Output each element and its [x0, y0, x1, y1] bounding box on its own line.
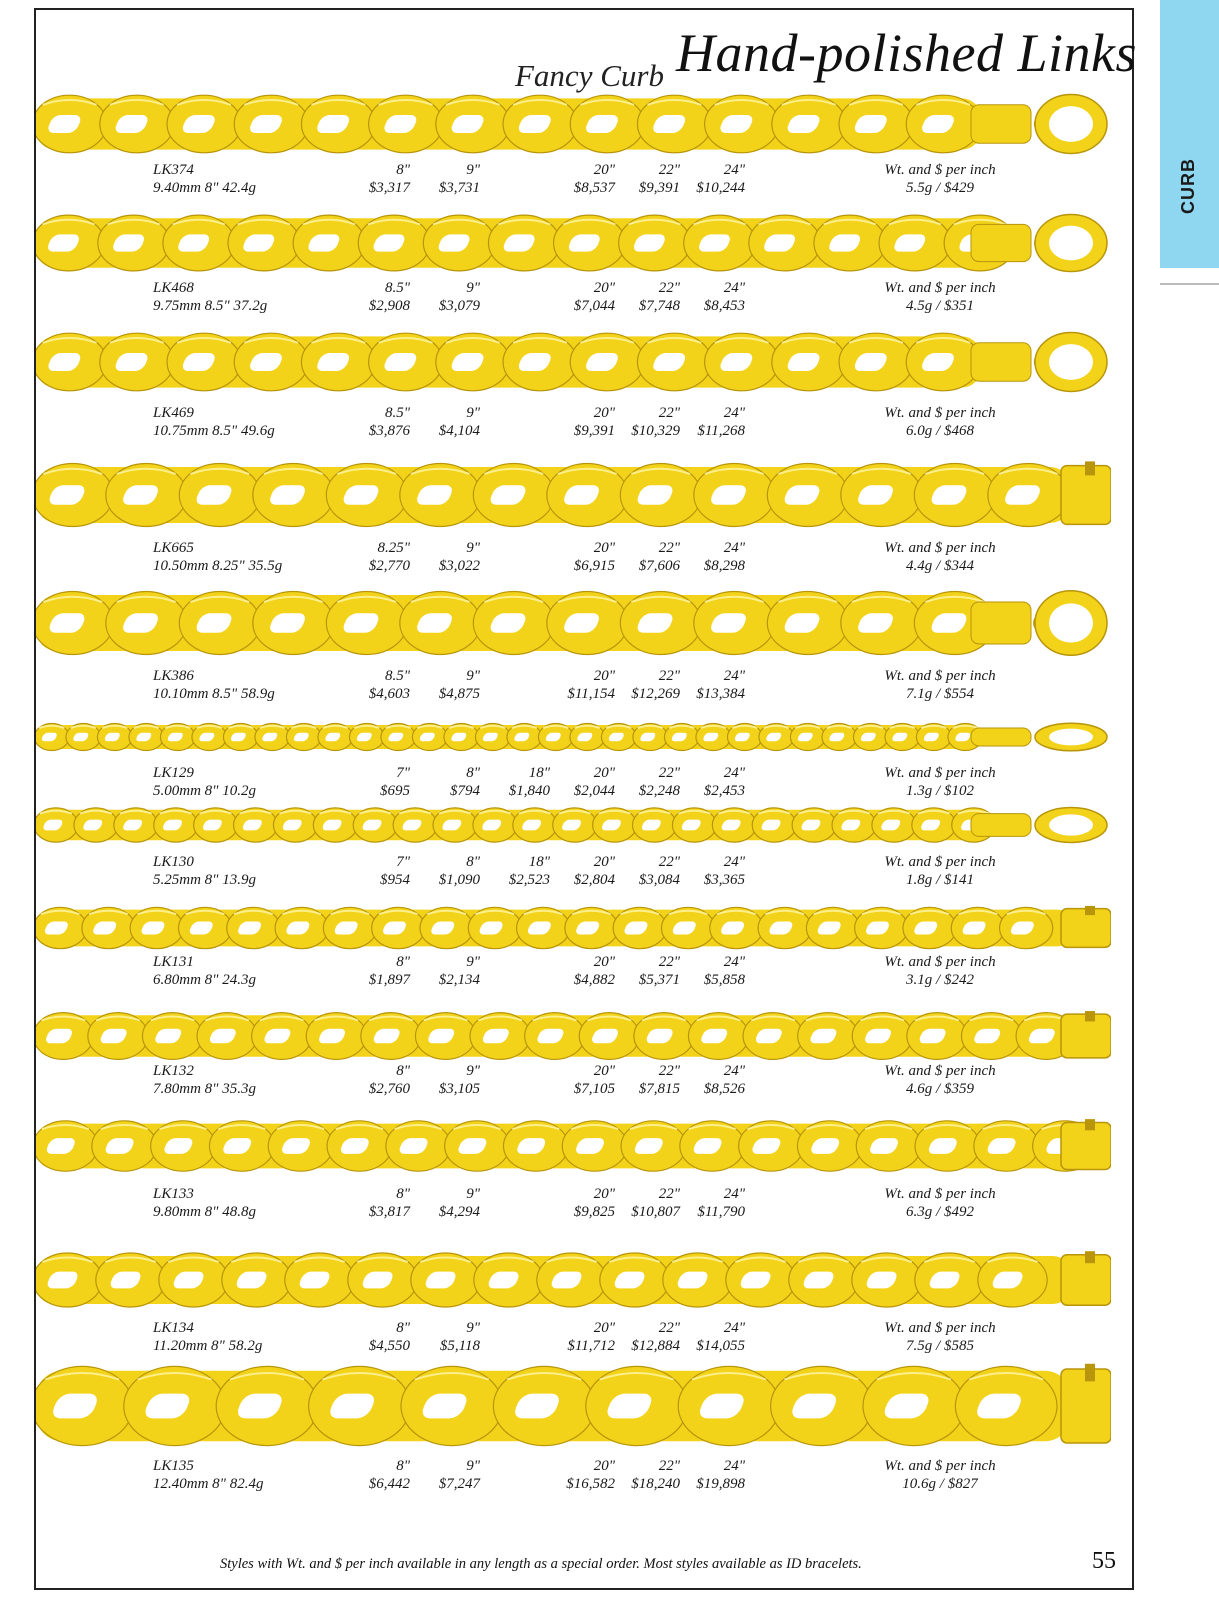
product-spec: 10.50mm 8.25" 35.5g: [153, 558, 283, 574]
weight-price-value: 6.0g / $468: [906, 423, 974, 439]
length-label: 8": [396, 1063, 410, 1079]
length-price: $11,268: [697, 423, 745, 439]
length-label: 24": [723, 1320, 745, 1336]
chain-image-lk132: [36, 1010, 1111, 1062]
product-sku: LK131: [153, 954, 194, 970]
length-label: 22": [658, 954, 680, 970]
length-price: $11,154: [567, 686, 615, 702]
chain-image-lk131: [36, 905, 1111, 951]
length-label: 20": [593, 765, 615, 781]
length-label: 22": [658, 765, 680, 781]
length-price: $8,453: [703, 298, 745, 314]
length-price: $18,240: [631, 1476, 680, 1492]
product-sku: LK665: [153, 540, 194, 556]
weight-price-value: 5.5g / $429: [906, 180, 974, 196]
weight-price-value: 7.1g / $554: [906, 686, 974, 702]
weight-price-value: 1.8g / $141: [906, 872, 974, 888]
weight-price-value: 4.6g / $359: [906, 1081, 974, 1097]
product-sku: LK134: [153, 1320, 194, 1336]
length-price: $2,908: [368, 298, 410, 314]
length-label: 22": [658, 1458, 680, 1474]
length-label: 24": [723, 162, 745, 178]
length-price: $8,298: [703, 558, 745, 574]
length-label: 8.25": [377, 540, 410, 556]
length-price: $1,897: [368, 972, 410, 988]
length-price: $8,537: [573, 180, 615, 196]
product-sku: LK386: [153, 668, 194, 684]
length-label: 20": [593, 280, 615, 296]
length-label: 22": [658, 1186, 680, 1202]
length-label: 24": [723, 280, 745, 296]
weight-price-label: Wt. and $ per inch: [884, 280, 996, 296]
length-label: 24": [723, 1186, 745, 1202]
length-label: 22": [658, 540, 680, 556]
length-label: 20": [593, 854, 615, 870]
length-label: 22": [658, 854, 680, 870]
length-label: 24": [723, 1458, 745, 1474]
product-sku: LK130: [153, 854, 194, 870]
product-spec: 12.40mm 8" 82.4g: [153, 1476, 264, 1492]
length-price: $1,840: [508, 783, 550, 799]
weight-price-label: Wt. and $ per inch: [884, 1186, 996, 1202]
length-price: $2,248: [638, 783, 680, 799]
product-spec: 6.80mm 8" 24.3g: [153, 972, 256, 988]
product-spec: 11.20mm 8" 58.2g: [153, 1338, 263, 1354]
length-label: 8.5": [384, 280, 410, 296]
chain-image-lk134: [36, 1250, 1111, 1310]
length-price: $3,876: [368, 423, 410, 439]
length-price: $5,118: [439, 1338, 480, 1354]
length-label: 24": [723, 668, 745, 684]
product-spec: 9.80mm 8" 48.8g: [153, 1204, 256, 1220]
length-price: $6,442: [368, 1476, 410, 1492]
side-tab-label: CURB: [1178, 158, 1198, 214]
weight-price-label: Wt. and $ per inch: [884, 668, 996, 684]
page-number: 55: [1092, 1548, 1116, 1574]
length-label: 9": [466, 405, 480, 421]
product-sku: LK129: [153, 765, 194, 781]
weight-price-value: 4.5g / $351: [906, 298, 974, 314]
length-price: $16,582: [566, 1476, 615, 1492]
length-label: 22": [658, 280, 680, 296]
weight-price-label: Wt. and $ per inch: [884, 540, 996, 556]
length-label: 8": [396, 1458, 410, 1474]
length-label: 24": [723, 854, 745, 870]
side-tab[interactable]: [1160, 0, 1219, 268]
chain-image-lk468: [36, 212, 1111, 274]
weight-price-value: 10.6g / $827: [902, 1476, 978, 1492]
weight-price-label: Wt. and $ per inch: [884, 854, 996, 870]
footer-note: Styles with Wt. and $ per inch available in any length as a special order. Most styles available as ID bracelets.: [220, 1556, 862, 1572]
length-label: 8.5": [384, 405, 410, 421]
length-price: $4,294: [438, 1204, 480, 1220]
weight-price-value: 7.5g / $585: [906, 1338, 974, 1354]
weight-price-label: Wt. and $ per inch: [884, 1458, 996, 1474]
length-price: $10,329: [631, 423, 680, 439]
length-label: 20": [593, 1063, 615, 1079]
length-price: $3,084: [638, 872, 680, 888]
weight-price-label: Wt. and $ per inch: [884, 162, 996, 178]
length-price: $3,022: [438, 558, 480, 574]
length-price: $4,603: [368, 686, 410, 702]
length-price: $2,134: [438, 972, 480, 988]
weight-price-label: Wt. and $ per inch: [884, 1320, 996, 1336]
length-price: $3,817: [368, 1204, 410, 1220]
product-sku: LK469: [153, 405, 194, 421]
length-label: 20": [593, 540, 615, 556]
length-label: 24": [723, 540, 745, 556]
length-price: $695: [380, 783, 410, 799]
length-label: 24": [723, 954, 745, 970]
length-label: 8": [396, 1320, 410, 1336]
length-price: $12,269: [631, 686, 680, 702]
product-spec: 10.75mm 8.5" 49.6g: [153, 423, 275, 439]
length-label: 9": [466, 162, 480, 178]
weight-price-label: Wt. and $ per inch: [884, 765, 996, 781]
product-spec: 9.40mm 8" 42.4g: [153, 180, 256, 196]
length-label: 8": [466, 765, 480, 781]
length-price: $3,731: [438, 180, 480, 196]
length-label: 22": [658, 405, 680, 421]
length-price: $4,882: [573, 972, 615, 988]
length-price: $6,915: [573, 558, 615, 574]
chain-image-lk469: [36, 330, 1111, 394]
length-price: $2,760: [368, 1081, 410, 1097]
chain-image-lk135: [36, 1362, 1111, 1450]
length-price: $7,105: [573, 1081, 615, 1097]
weight-price-value: 4.4g / $344: [906, 558, 974, 574]
length-label: 20": [593, 1320, 615, 1336]
length-price: $5,371: [638, 972, 680, 988]
side-tab-divider: [1160, 283, 1219, 285]
weight-price-label: Wt. and $ per inch: [884, 954, 996, 970]
length-price: $5,858: [703, 972, 745, 988]
length-price: $1,090: [438, 872, 480, 888]
length-price: $7,044: [573, 298, 615, 314]
length-label: 20": [593, 1458, 615, 1474]
chain-image-lk665: [36, 460, 1111, 530]
length-label: 24": [723, 765, 745, 781]
length-label: 9": [466, 540, 480, 556]
length-label: 9": [466, 280, 480, 296]
length-price: $3,105: [438, 1081, 480, 1097]
length-label: 20": [593, 1186, 615, 1202]
length-label: 24": [723, 1063, 745, 1079]
weight-price-label: Wt. and $ per inch: [884, 405, 996, 421]
product-sku: LK374: [153, 162, 194, 178]
length-price: $794: [450, 783, 480, 799]
length-price: $4,550: [368, 1338, 410, 1354]
product-spec: 7.80mm 8" 35.3g: [153, 1081, 256, 1097]
length-label: 9": [466, 954, 480, 970]
length-price: $13,384: [696, 686, 745, 702]
length-label: 18": [528, 765, 550, 781]
length-price: $3,365: [703, 872, 745, 888]
product-spec: 5.25mm 8" 13.9g: [153, 872, 256, 888]
chain-image-lk129: [36, 722, 1111, 752]
length-label: 8": [466, 854, 480, 870]
length-price: $9,391: [638, 180, 680, 196]
length-price: $2,044: [573, 783, 615, 799]
chain-image-lk133: [36, 1118, 1111, 1174]
length-price: $2,523: [508, 872, 550, 888]
length-label: 9": [466, 1458, 480, 1474]
length-label: 24": [723, 405, 745, 421]
length-label: 22": [658, 162, 680, 178]
product-spec: 5.00mm 8" 10.2g: [153, 783, 256, 799]
weight-price-value: 1.3g / $102: [906, 783, 974, 799]
length-price: $12,884: [631, 1338, 680, 1354]
length-label: 20": [593, 668, 615, 684]
product-sku: LK132: [153, 1063, 194, 1079]
length-price: $7,247: [438, 1476, 480, 1492]
length-label: 20": [593, 405, 615, 421]
length-price: $3,079: [438, 298, 480, 314]
length-label: 22": [658, 1320, 680, 1336]
length-price: $11,712: [567, 1338, 615, 1354]
weight-price-value: 6.3g / $492: [906, 1204, 974, 1220]
chain-image-lk386: [36, 588, 1111, 658]
product-spec: 9.75mm 8.5" 37.2g: [153, 298, 268, 314]
product-sku: LK468: [153, 280, 194, 296]
length-label: 20": [593, 954, 615, 970]
length-label: 20": [593, 162, 615, 178]
length-label: 9": [466, 1186, 480, 1202]
length-label: 7": [396, 854, 410, 870]
length-price: $4,875: [438, 686, 480, 702]
length-price: $7,815: [638, 1081, 680, 1097]
product-sku: LK133: [153, 1186, 194, 1202]
length-label: 9": [466, 1320, 480, 1336]
length-price: $2,770: [368, 558, 410, 574]
length-price: $3,317: [368, 180, 410, 196]
length-label: 8": [396, 162, 410, 178]
length-price: $10,807: [631, 1204, 680, 1220]
length-price: $9,825: [573, 1204, 615, 1220]
page-title: Hand-polished Links: [676, 23, 1137, 83]
length-label: 18": [528, 854, 550, 870]
length-price: $11,790: [697, 1204, 745, 1220]
length-price: $954: [380, 872, 410, 888]
length-label: 9": [466, 1063, 480, 1079]
length-price: $2,453: [703, 783, 745, 799]
length-price: $10,244: [696, 180, 745, 196]
length-label: 8": [396, 954, 410, 970]
chain-image-lk130: [36, 806, 1111, 844]
length-price: $7,748: [638, 298, 680, 314]
length-price: $4,104: [438, 423, 480, 439]
length-label: 7": [396, 765, 410, 781]
length-price: $8,526: [703, 1081, 745, 1097]
length-price: $14,055: [696, 1338, 745, 1354]
length-label: 8": [396, 1186, 410, 1202]
length-label: 22": [658, 1063, 680, 1079]
page-subtitle: Fancy Curb: [515, 58, 664, 93]
length-price: $19,898: [696, 1476, 745, 1492]
length-price: $7,606: [638, 558, 680, 574]
length-label: 22": [658, 668, 680, 684]
length-label: 9": [466, 668, 480, 684]
length-price: $2,804: [573, 872, 615, 888]
product-spec: 10.10mm 8.5" 58.9g: [153, 686, 275, 702]
product-sku: LK135: [153, 1458, 194, 1474]
weight-price-value: 3.1g / $242: [906, 972, 974, 988]
length-label: 8.5": [384, 668, 410, 684]
chain-image-lk374: [36, 92, 1111, 156]
length-price: $9,391: [573, 423, 615, 439]
weight-price-label: Wt. and $ per inch: [884, 1063, 996, 1079]
